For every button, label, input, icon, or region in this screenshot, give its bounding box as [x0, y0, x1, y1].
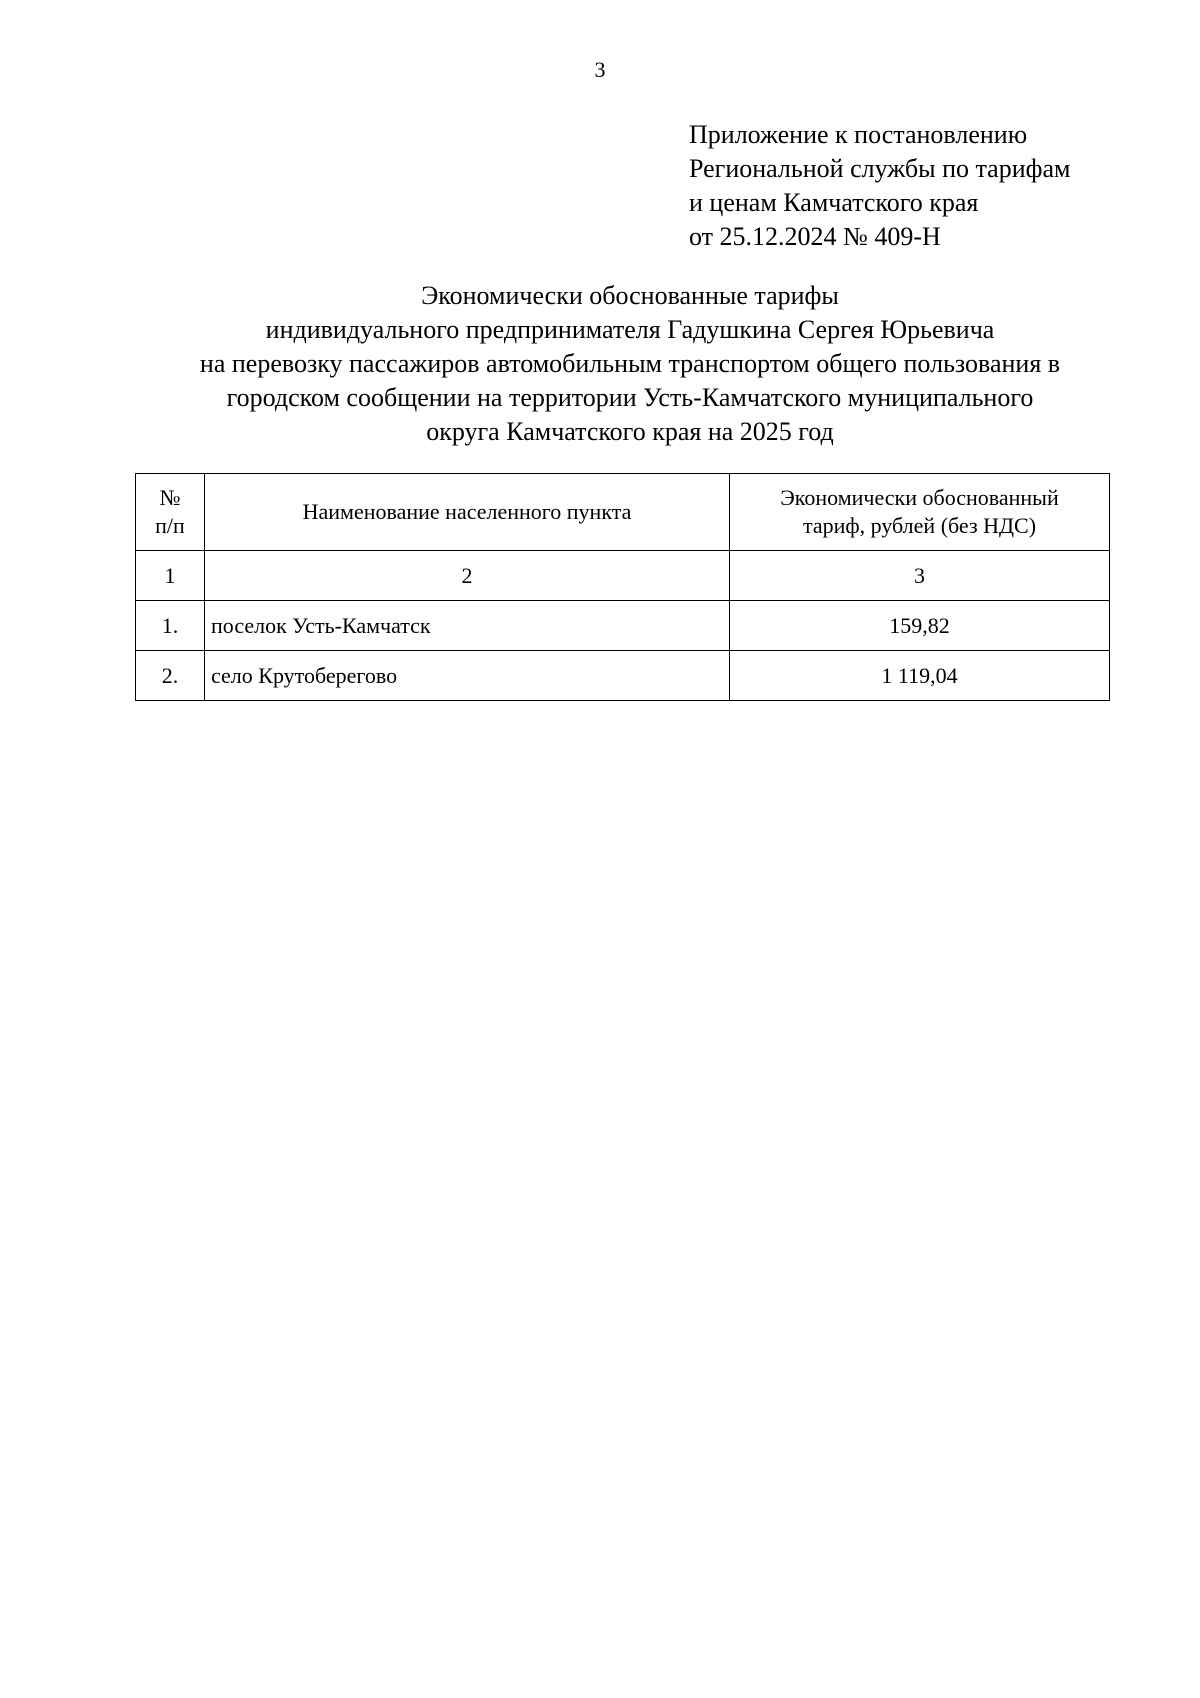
row-settlement-name: поселок Усть-Камчатск	[205, 601, 730, 651]
row-tariff: 1 119,04	[730, 651, 1110, 701]
column-index-cell: 1	[136, 551, 205, 601]
header-tariff	[730, 474, 1110, 551]
table-row	[136, 601, 1110, 651]
header-tariff-line: Экономически обоснованный	[780, 485, 1059, 510]
appendix-line: от 25.12.2024 № 409-Н	[689, 222, 941, 251]
document-title	[100, 279, 1160, 449]
title-line: индивидуального предпринимателя Гадушкина Сергея Юрьевича	[265, 315, 995, 344]
column-index-cell: 2	[205, 551, 730, 601]
header-tariff-line: тариф, рублей (без НДС)	[802, 513, 1037, 538]
row-number: 1.	[136, 601, 205, 651]
header-name: Наименование населенного пункта	[205, 474, 730, 551]
appendix-reference	[689, 118, 1169, 254]
header-number-line: №	[159, 485, 181, 510]
page-number: 3	[594, 57, 606, 82]
tariff-table	[135, 473, 1110, 701]
appendix-line: и ценам Камчатского края	[689, 188, 979, 217]
row-number: 2.	[136, 651, 205, 701]
column-index-row	[136, 551, 1110, 601]
column-index-cell: 3	[730, 551, 1110, 601]
table-header-row	[136, 474, 1110, 551]
title-line: городском сообщении на территории Усть-Камчатского муниципального	[226, 383, 1034, 412]
header-number-line: п/п	[155, 513, 185, 538]
appendix-line: Региональной службы по тарифам	[689, 154, 1071, 183]
title-line: Экономически обоснованные тарифы	[421, 281, 839, 310]
header-number	[136, 474, 205, 551]
title-line: округа Камчатского края на 2025 год	[426, 417, 834, 446]
row-settlement-name: село Крутоберегово	[205, 651, 730, 701]
title-line: на перевозку пассажиров автомобильным транспортом общего пользования в	[199, 349, 1061, 378]
table-row	[136, 651, 1110, 701]
row-tariff: 159,82	[730, 601, 1110, 651]
appendix-line: Приложение к постановлению	[689, 120, 1028, 149]
